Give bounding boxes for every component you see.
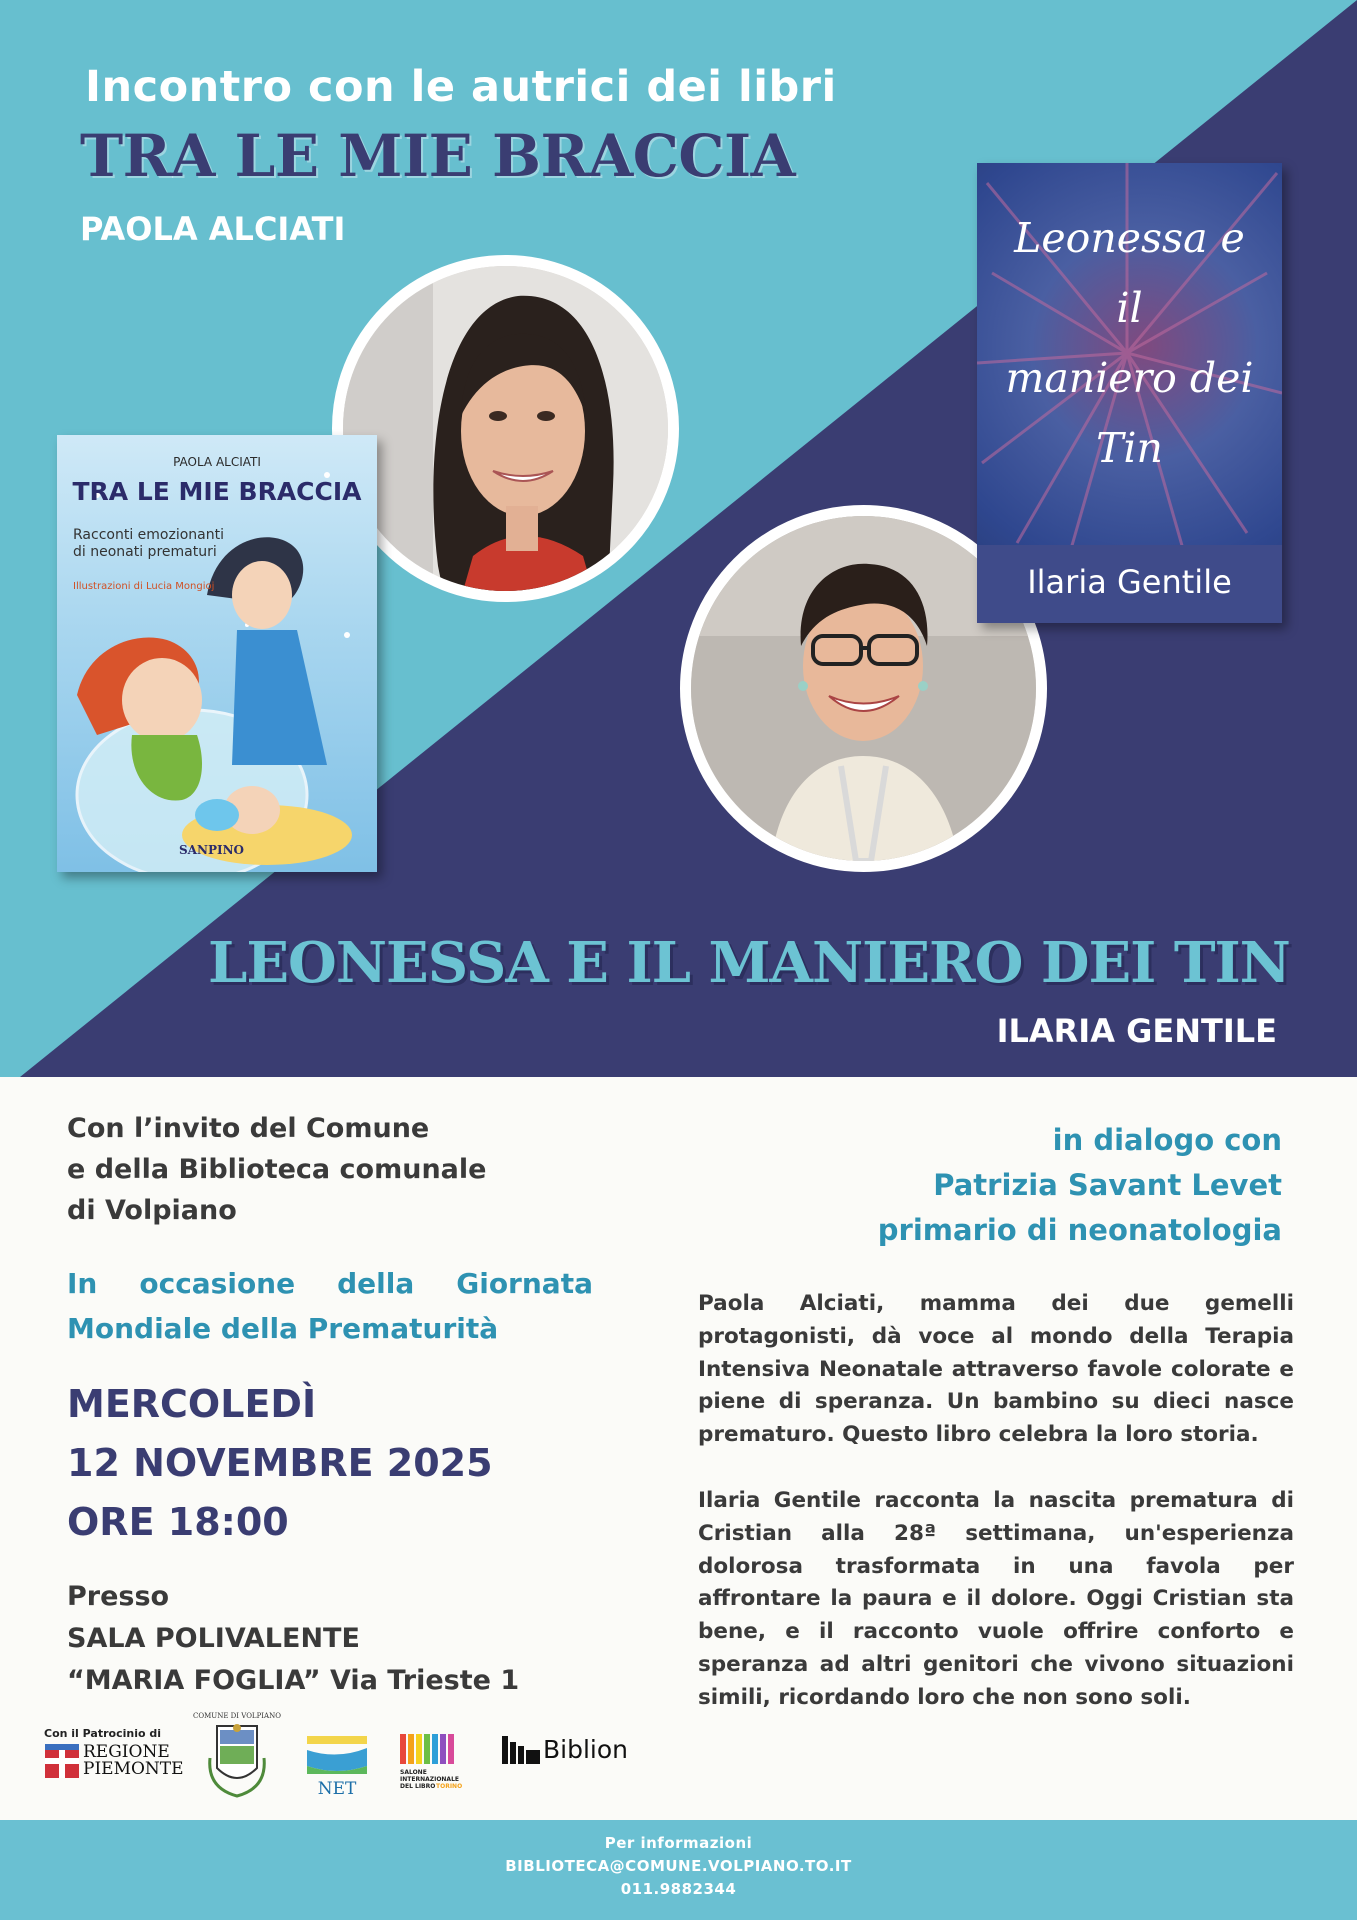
svg-text:SALONE: SALONE	[400, 1769, 427, 1776]
event-date	[67, 1375, 607, 1552]
regione-piemonte-logo: REGIONE PIEMONTE	[45, 1744, 184, 1778]
contact-footer	[0, 1820, 1357, 1920]
event-time: ORE 18:00	[67, 1500, 289, 1544]
description-ilaria: Ilaria Gentile racconta la nascita prematura di Cristian alla 28ª settimana, un'esperienza dolorosa trasformata in una favola per affrontare la paura e il dolore. Oggi Cristian sta bene, e il racconto vuole offrire conforto e speranza ad altri genitori che vivono situazioni simili, ricordando loro che non sono soli.	[698, 1487, 1294, 1710]
cover2-title: Leonessa e il maniero dei Tin	[1005, 214, 1254, 472]
svg-text:INTERNAZIONALE: INTERNAZIONALE	[400, 1776, 460, 1783]
svg-text:NET: NET	[317, 1779, 357, 1798]
book1-title: TRA LE MIE BRACCIA	[80, 122, 796, 190]
event-details	[67, 1108, 607, 1702]
book2-author: ILARIA GENTILE	[996, 1012, 1277, 1050]
regione-shield-icon	[45, 1744, 79, 1778]
patrocinio-label: Con il Patrocinio di	[44, 1727, 162, 1740]
occasion-text: In occasione della Giornata Mondiale della Prematurità	[67, 1267, 593, 1345]
author1-photo	[332, 255, 679, 602]
book-descriptions	[698, 1288, 1294, 1715]
cover1-illustrator: Illustrazioni di Lucia Mongioj	[73, 581, 215, 592]
books-icon	[502, 1734, 540, 1764]
cover1-publisher: SANPINO	[179, 843, 245, 857]
footer-label: Per informazioni	[604, 1834, 753, 1852]
svg-text:COMUNE DI VOLPIANO: COMUNE DI VOLPIANO	[193, 1712, 281, 1720]
comune-volpiano-crest	[192, 1708, 282, 1802]
book1-author: PAOLA ALCIATI	[80, 210, 346, 248]
event-day: MERCOLEDÌ	[67, 1382, 317, 1426]
cover1-subtitle: Racconti emozionanti di neonati prematuri	[73, 527, 224, 560]
svg-text:TORINO: TORINO	[436, 1783, 463, 1790]
sponsor-logos	[40, 1700, 640, 1800]
invite-text: Con l’invito del Comune e della Biblioteca comunale di Volpiano	[67, 1113, 487, 1226]
cover2-author: Ilaria Gentile	[1027, 563, 1232, 601]
book2-cover	[977, 163, 1282, 623]
description-paola: Paola Alciati, mamma dei due gemelli protagonisti, dà voce al mondo della Terapia Intensiva Neonatale attraverso favole colorate e piene di speranza. Un bambino su dieci nasce prematuro. Questo libro celebra la loro storia.	[698, 1291, 1294, 1448]
salone-libro-logo	[396, 1730, 470, 1798]
footer-phone[interactable]: 011.9882344	[620, 1880, 737, 1898]
event-venue: Presso SALA POLIVALENTE “MARIA FOGLIA” Via Trieste 1	[67, 1581, 520, 1696]
book2-title: LEONESSA E IL MANIERO DEI TIN	[208, 930, 1290, 996]
cover1-author: PAOLA ALCIATI	[173, 455, 261, 469]
svg-text:DEL LIBRO: DEL LIBRO	[400, 1783, 436, 1790]
net-logo	[302, 1730, 372, 1798]
headline: Incontro con le autrici dei libri	[85, 62, 837, 112]
cover1-title: TRA LE MIE BRACCIA	[72, 477, 362, 506]
biblion-logo: Biblion	[502, 1734, 628, 1764]
event-full-date: 12 NOVEMBRE 2025	[67, 1441, 493, 1485]
footer-email[interactable]: BIBLIOTECA@COMUNE.VOLPIANO.TO.IT	[505, 1857, 852, 1875]
book1-cover	[57, 435, 377, 872]
dialogue-info: in dialogo con Patrizia Savant Levet primario di neonatologia	[877, 1123, 1282, 1247]
